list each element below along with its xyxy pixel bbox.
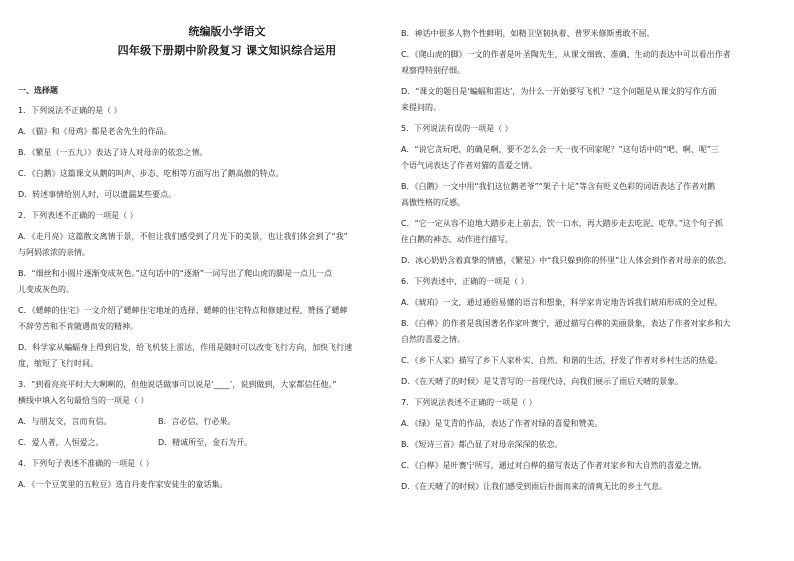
question-4: 4．下列句子表述不准确的一项是（ ） <box>18 459 154 468</box>
question-2-option-a <box>18 231 396 259</box>
question-5-option-a <box>401 144 781 172</box>
text-line: B．《白桦》的作者是我国著名作家叶赛宁，通过描写白桦的美丽景象，表达了作者对家乡和大 <box>401 319 731 328</box>
text-line: 不辞劳苦和不肯随遇而安的精神。 <box>18 322 138 331</box>
question-2-option-d <box>18 342 396 370</box>
text-line: 横线中填入名句最恰当的一项是（ ） <box>18 396 149 405</box>
text-line: 3．“到看亮亮平时大大咧咧的，但他说话做事可以说是‘____’，说到做到，大家都信任他。” <box>18 380 337 389</box>
question-1: 1．下列说法不正确的是（ ） <box>18 106 122 115</box>
question-4-option-c <box>401 49 781 77</box>
question-5-option-b <box>401 181 781 209</box>
question-7-option-b: B．《短诗三首》都凸显了对母亲深深的依恋。 <box>401 440 563 449</box>
section-heading: 一、选择题 <box>18 86 58 95</box>
text-line: B．《白鹅》一文中用“我们这位鹅老爷”“架子十足”等含有贬义色彩的词语表达了作者对鹅 <box>401 182 716 191</box>
question-1-option-d: D．转述事情给别人时，可以遗漏某些要点。 <box>18 190 177 199</box>
text-line: 个语气词表达了作者对猫的喜爱之情。 <box>401 161 537 170</box>
text-line: 儿变成灰色的。 <box>18 285 74 294</box>
question-7-option-d: D．《在天晴了的时候》让我们感受到雨后扑面而来的清爽无比的乡土气息。 <box>401 482 668 491</box>
question-3-option-d: D．精诚所至，金石为开。 <box>158 438 253 447</box>
question-5-option-d: D．冰心奶奶含着真挚的情感，《繁星》中“我只躲到你的怀里”让人体会到作者对母亲的依恋。 <box>401 256 732 265</box>
question-1-option-c: C．《白鹅》这篇课文从鹅的叫声、步态、吃相等方面写出了鹅高傲的特点。 <box>18 169 284 178</box>
question-6-option-a: A．《琥珀》一文，通过通俗易懂的语言和想象，科学家肯定地告诉我们琥珀形成的全过程。 <box>401 298 723 307</box>
question-7-option-c: C．《白桦》是叶赛宁所写，通过对白桦的描写表达了作者对家乡和大自然的喜爱之情。 <box>401 461 707 470</box>
text-line: 度，缩短了飞行时间。 <box>18 359 98 368</box>
question-7-option-a: A．《绿》是艾青的作品，表达了作者对绿的喜爱和赞美。 <box>401 419 603 428</box>
question-2: 2．下列表述不正确的一项是（ ） <box>18 211 138 220</box>
text-line: D．科学家从蝙蝠身上得到启发，给飞机装上雷达，作用是随时可以改变飞行方向，加快飞行速 <box>18 343 353 352</box>
question-3-options-row-1 <box>18 416 396 428</box>
question-7: 7．下列说法表述不正确的一项是（ ） <box>401 398 537 407</box>
question-6-option-c: C．《乡下人家》描写了乡下人家朴实、自然、和谐的生活，抒发了作者对乡村生活的热爱。 <box>401 356 723 365</box>
text-line: 观察得特别仔细。 <box>401 66 465 75</box>
question-3 <box>18 379 396 407</box>
question-5-option-c <box>401 218 781 246</box>
question-2-option-b <box>18 268 396 296</box>
question-6-option-d: D．《在天晴了的时候》是艾青写的一首现代诗，向我们展示了雨后天晴的景象。 <box>401 377 684 386</box>
text-line: 自然的喜爱之情。 <box>401 335 465 344</box>
text-line: 来提问的。 <box>401 103 441 112</box>
text-line: C．“它一定从容不迫地大踏步走上前去，饮一口水，再大踏步走去吃泥、吃草。”这个句子抓 <box>401 219 723 228</box>
question-2-option-c <box>18 305 396 333</box>
question-6: 6．下列表述中，正确的一项是（ ） <box>401 277 529 286</box>
question-6-option-b <box>401 318 781 346</box>
text-line: 住白鹅的神态、动作进行描写。 <box>401 235 513 244</box>
question-4-option-b: B．神话中很多人物个性鲜明，如精卫坚韧执着、普罗米修斯勇敢不屈。 <box>401 29 655 38</box>
text-line: C．《爬山虎的脚》一文的作者是叶圣陶先生，从课文细致、准确、生动的表达中可以看出作者 <box>401 50 731 59</box>
question-3-option-a: A．与朋友交，言而有信。 <box>18 417 112 426</box>
text-line: A．《走月亮》这篇散文离情于景，不但让我们感受到了月光下的美景，也让我们体会到了“我” <box>18 232 348 241</box>
right-column <box>401 0 781 502</box>
text-line: D．“课文的题目是‘蝙蝠和雷达’，为什么一开始要写飞机？”这个问题是从课文的写作方面 <box>401 87 717 96</box>
text-line: C．《蟋蟀的住宅》一文介绍了蟋蟀住宅地址的选择、蟋蟀的住宅特点和修建过程，赞扬了蟋蟀 <box>18 306 348 315</box>
question-1-option-a: A．《猫》和《母鸡》都是老舍先生的作品。 <box>18 127 172 136</box>
question-1-option-b: B．《繁星（一五九）》表达了诗人对母亲的依恋之情。 <box>18 148 208 157</box>
text-line: 高傲性格的反感。 <box>401 198 465 207</box>
text-line: A．“说它贪玩吧，的确是啊，要不怎么会一天一夜不回家呢？”这句话中的“吧、啊、呢”三 <box>401 145 720 154</box>
document-subtitle: 四年级下册期中阶段复习 课文知识综合运用 <box>117 44 337 57</box>
question-3-option-c: C．爱人者，人恒爱之。 <box>18 438 104 447</box>
question-5: 5．下列说法有误的一项是（ ） <box>401 124 513 133</box>
question-3-options-row-2 <box>18 437 396 449</box>
question-3-option-b: B．言必信，行必果。 <box>158 417 236 426</box>
text-line: B．“细丝和小圆片逐渐变成灰色。”这句话中的“逐渐”一词写出了爬山虎的脚是一点儿一点 <box>18 269 333 278</box>
question-4-option-d <box>401 86 781 114</box>
left-column <box>18 0 396 500</box>
question-4-option-a: A．《一个豆荚里的五粒豆》选自丹麦作家安徒生的童话集。 <box>18 480 228 489</box>
document-title: 统编版小学语文 <box>188 25 266 38</box>
text-line: 与阿妈浓浓的亲情。 <box>18 248 90 257</box>
